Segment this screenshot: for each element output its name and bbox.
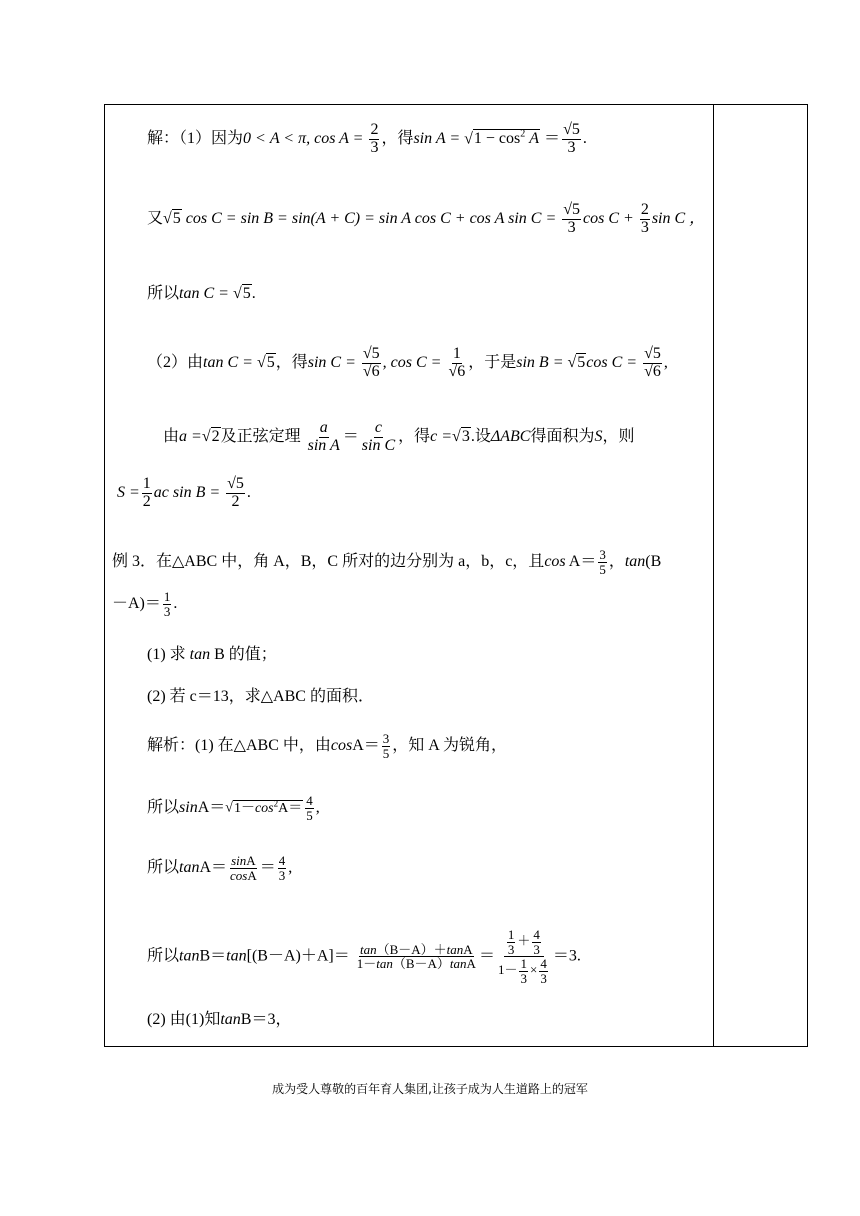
analysis-2: 所以$\sin A=√1-\cos^2A=$ $\frac{4}{5}$ , xyxy=(147,793,320,823)
sol-line-5: 由a =√2及正弦定理 $\frac{a}{\text{sin A}}$ ＝ $\frac{c}{\text{sin C}}$ ，得c =√3.设ΔABC得面积为S，则 xyxy=(163,419,635,454)
part2: (2) 若 c＝13，求△ABC 的面积． xyxy=(147,688,374,705)
fraction: $\frac{2}{3}$ xyxy=(640,201,649,236)
formula: cos C = sin B = sin(A + C) = sin A cos C + cos A sin C = xyxy=(185,209,557,227)
text: 解：（1）因为 xyxy=(147,129,244,147)
sol-line-6: S = $\frac{1}{2}$ ac sin B = $\frac{√5}{2}$ . xyxy=(117,475,251,510)
formula: sin A = xyxy=(413,129,461,147)
analysis-3: 所以tanA＝ $\frac{\sin A}{\cos A}$ ＝ $\frac{4}{3}$ , xyxy=(147,853,293,883)
analysis-1: 解析：(1) 在△ABC 中，由cosA＝ $\frac{3}{5}$ ，知 A 为锐角， xyxy=(147,731,507,761)
example3-question: 例 3．在△ABC 中，角 A，B，C 所对的边分别为 a，b，c，且cos A＝ $\frac{3}{5}$ ，tan(B xyxy=(112,547,662,577)
text: 又 xyxy=(147,209,164,227)
sol-line-2: 又√5 cos C = sin B = sin(A + C) = sin A cos C + cos A sin C = $\frac{√5}{3}$ cos C + $\frac{2}{3}$ sin C ， xyxy=(147,201,706,236)
example3-question-cont: －A)＝ $\frac{1}{3}$ . xyxy=(112,589,178,619)
analysis-5: (2) 由(1)知tanB＝3， xyxy=(147,1011,292,1028)
page-footer: 成为受人尊敬的百年育人集团,让孩子成为人生道路上的冠军 xyxy=(272,1082,588,1096)
formula: 0 < A < π, cos A = xyxy=(243,129,364,147)
sol-line-1: 解：（1）因为0 < A < π, cos A = $\frac{2}{3}$ ，得$\sin A = √1 - \cos^2 A$ ＝ $\frac{√5}{3}$ . xyxy=(147,121,587,156)
fraction: $\frac{√5}{3}$ xyxy=(563,201,581,236)
analysis-4: 所以tanB＝tan[(B－A)＋A]＝ $\frac{\tan(B-A)+\tan A}{1-\tan(B-A)\tan A}$ ＝ $\frac{1}{3}$ ＋ $\frac{4}{3}$ 1－ $\frac{1}{3}$ × $\frac{4}{3}$ ＝3. xyxy=(147,927,581,986)
part1: (1) 求 tan B 的值； xyxy=(147,646,277,663)
fraction: $\frac{√5}{3}$ xyxy=(563,121,580,156)
sol-line-4: （2）由tan C = √5，得sin C = $\frac{√5}{√6}$ , cos C = $\frac{1}{√6}$ ，于是sin B = √5cos C = $\frac{√5}{√6}$ , xyxy=(147,345,668,380)
text: ，得 xyxy=(381,129,414,147)
column-divider xyxy=(713,104,714,1047)
sqrt: $√1 - \cos^2 A$ xyxy=(464,128,540,147)
fraction: $\frac{2}{3}$ xyxy=(370,121,379,156)
sol-line-3: 所以tan C = √5. xyxy=(147,285,256,302)
